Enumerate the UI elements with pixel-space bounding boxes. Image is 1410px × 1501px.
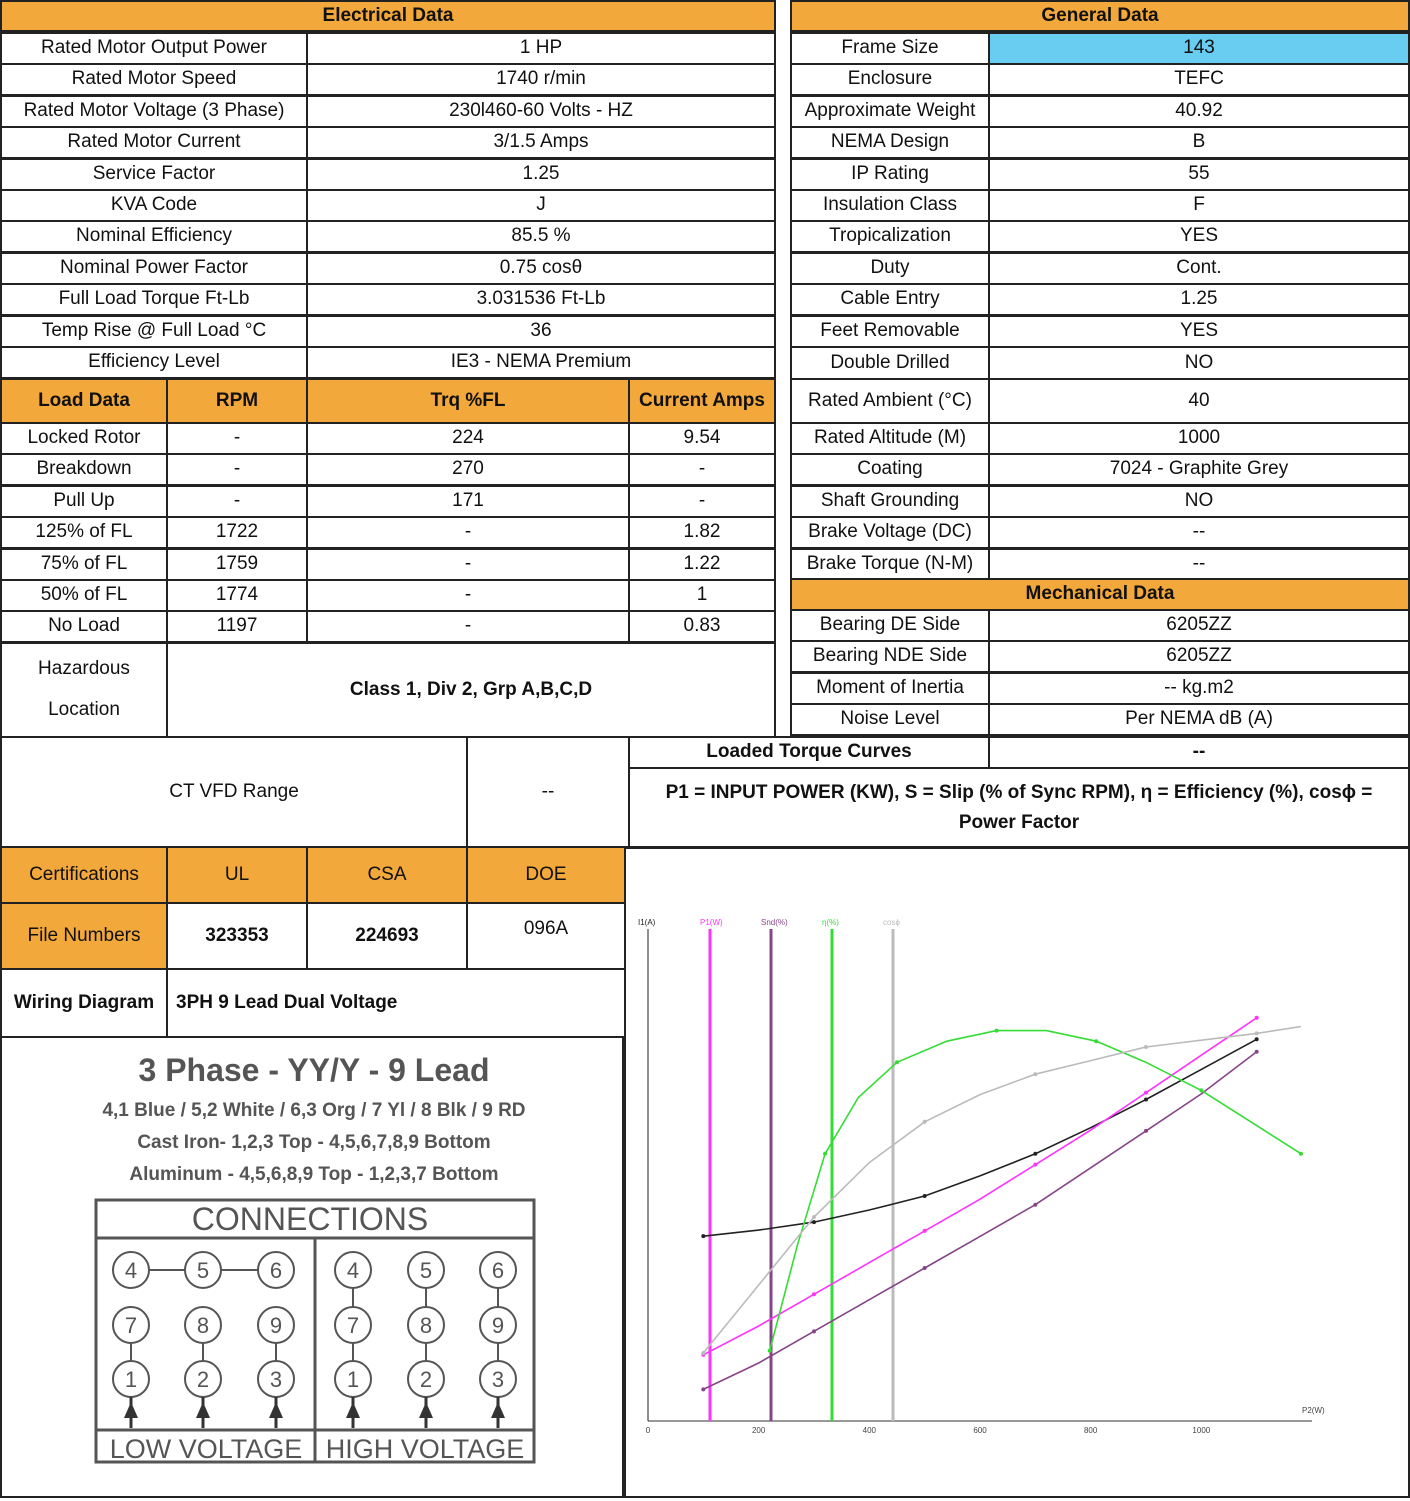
- load-cell: 224: [306, 422, 630, 455]
- general-label: Duty: [790, 252, 990, 285]
- terminal-label: 5: [419, 1258, 433, 1283]
- series-point: [1033, 1203, 1037, 1207]
- wiring-line-3: Aluminum - 4,5,6,8,9 Top - 1,2,3,7 Bottom: [129, 1164, 499, 1185]
- terminal-label: 4: [124, 1258, 138, 1283]
- series-point: [701, 1234, 705, 1238]
- load-cell: 1774: [166, 579, 308, 612]
- series-point: [1144, 1091, 1148, 1095]
- series-point: [1033, 1152, 1037, 1156]
- x-tick-label: 0: [645, 1426, 651, 1435]
- electrical-label: Full Load Torque Ft-Lb: [0, 283, 308, 316]
- general-value: 7024 - Graphite Grey: [988, 453, 1410, 486]
- series-line-4: [703, 1027, 1301, 1353]
- vfd-value: --: [466, 736, 630, 848]
- series-point: [1255, 1050, 1259, 1054]
- series-point: [1033, 1072, 1037, 1076]
- x-tick-label: 1000: [1192, 1426, 1211, 1435]
- load-cell: 1.22: [628, 548, 776, 581]
- low-voltage-label: LOW VOLTAGE: [109, 1434, 303, 1464]
- general-value: F: [988, 189, 1410, 222]
- mechanical-value: 6205ZZ: [988, 609, 1410, 642]
- general-value: 1.25: [988, 283, 1410, 316]
- connections-diagram: [92, 1198, 538, 1468]
- mechanical-value: 6205ZZ: [988, 640, 1410, 673]
- load-cell: -: [306, 548, 630, 581]
- cert-ul: UL: [166, 846, 308, 904]
- series-point: [812, 1292, 816, 1296]
- general-label: Insulation Class: [790, 189, 990, 222]
- mechanical-label: Bearing NDE Side: [790, 640, 990, 673]
- load-header: Current Amps: [628, 378, 776, 424]
- hazardous-label-line2: Location: [48, 699, 120, 720]
- general-label: IP Rating: [790, 158, 990, 191]
- series-point: [995, 1029, 999, 1033]
- load-cell: 1759: [166, 548, 308, 581]
- file-number-csa: 224693: [306, 902, 468, 970]
- terminal-label: 6: [269, 1258, 283, 1283]
- general-label: Cable Entry: [790, 283, 990, 316]
- electrical-value: 0.75 cosθ: [306, 252, 776, 285]
- load-cell: 1.82: [628, 516, 776, 549]
- series-point: [923, 1120, 927, 1124]
- general-label: Rated Altitude (M): [790, 422, 990, 455]
- series-point: [895, 1060, 899, 1064]
- loaded-torque-value: --: [988, 736, 1410, 769]
- series-point: [923, 1229, 927, 1233]
- hazardous-label-line1: Hazardous: [38, 658, 130, 680]
- general-value: 55: [988, 158, 1410, 191]
- general-value: 40.92: [988, 95, 1410, 128]
- general-label: Brake Torque (N-M): [790, 548, 990, 581]
- electrical-label: Service Factor: [0, 158, 308, 191]
- general-label: NEMA Design: [790, 126, 990, 159]
- general-value: 1000: [988, 422, 1410, 455]
- general-label: Coating: [790, 453, 990, 486]
- general-label: Feet Removable: [790, 315, 990, 348]
- series-axis-label: I1(A): [638, 918, 656, 927]
- load-cell: No Load: [0, 610, 168, 643]
- wiring-diagram-panel: [0, 1036, 624, 1498]
- electrical-value: 85.5 %: [306, 220, 776, 253]
- file-number-ul: 323353: [166, 902, 308, 970]
- x-axis-label: P2(W): [1302, 1406, 1325, 1415]
- series-point: [923, 1194, 927, 1198]
- series-axis-label: Snd(%): [761, 918, 788, 927]
- series-point: [812, 1220, 816, 1224]
- load-cell: 1722: [166, 516, 308, 549]
- terminal-label: 4: [346, 1258, 360, 1283]
- electrical-label: Efficiency Level: [0, 346, 308, 379]
- electrical-label: Temp Rise @ Full Load °C: [0, 315, 308, 348]
- electrical-label: Rated Motor Voltage (3 Phase): [0, 95, 308, 128]
- series-point: [701, 1351, 705, 1355]
- mechanical-label: Moment of Inertia: [790, 672, 990, 705]
- terminal-label: 1: [346, 1367, 360, 1392]
- load-cell: Pull Up: [0, 485, 168, 518]
- series-point: [1255, 1037, 1259, 1041]
- file-numbers-label: File Numbers: [0, 902, 168, 970]
- load-cell: -: [166, 422, 308, 455]
- general-label: Frame Size: [790, 32, 990, 65]
- electrical-label: Nominal Efficiency: [0, 220, 308, 253]
- general-value: NO: [988, 485, 1410, 518]
- wiring-diagram-value: 3PH 9 Lead Dual Voltage: [166, 968, 626, 1038]
- terminal-label: 3: [491, 1367, 505, 1392]
- high-voltage-label: HIGH VOLTAGE: [325, 1434, 525, 1464]
- general-value: --: [988, 548, 1410, 581]
- series-line-0: [703, 1039, 1256, 1236]
- wiring-title: 3 Phase - YY/Y - 9 Lead: [138, 1052, 490, 1088]
- series-line-1: [703, 1018, 1256, 1355]
- performance-chart-svg: [626, 849, 1408, 1496]
- general-value: --: [988, 516, 1410, 549]
- load-cell: 125% of FL: [0, 516, 168, 549]
- series-point: [1094, 1039, 1098, 1043]
- load-header: Trq %FL: [306, 378, 630, 424]
- mechanical-value: -- kg.m2: [988, 672, 1410, 705]
- general-value: TEFC: [988, 63, 1410, 96]
- electrical-value: 36: [306, 315, 776, 348]
- load-cell: -: [306, 516, 630, 549]
- terminal-label: 1: [124, 1367, 138, 1392]
- load-cell: Breakdown: [0, 453, 168, 486]
- mechanical-data-header: Mechanical Data: [790, 578, 1410, 611]
- x-tick-label: 400: [862, 1426, 877, 1435]
- series-point: [812, 1329, 816, 1333]
- series-axis-label: η(%): [822, 918, 839, 927]
- series-point: [1255, 1016, 1259, 1020]
- general-value: B: [988, 126, 1410, 159]
- load-cell: 1197: [166, 610, 308, 643]
- series-point: [701, 1387, 705, 1391]
- series-point: [1255, 1031, 1259, 1035]
- wiring-diagram-label: Wiring Diagram: [0, 968, 168, 1038]
- load-cell: 270: [306, 453, 630, 486]
- terminal-label: 2: [196, 1367, 210, 1392]
- series-point: [1144, 1098, 1148, 1102]
- frame-size-value: 143: [988, 32, 1410, 65]
- general-label: Shaft Grounding: [790, 485, 990, 518]
- mechanical-label: Bearing DE Side: [790, 609, 990, 642]
- mechanical-label: Noise Level: [790, 703, 990, 736]
- load-cell: Locked Rotor: [0, 422, 168, 455]
- electrical-value: 1740 r/min: [306, 63, 776, 96]
- cert-csa: CSA: [306, 846, 468, 904]
- file-number-doe: 096A: [466, 902, 626, 970]
- series-axis-label: cosϕ: [883, 918, 900, 927]
- load-cell: 171: [306, 485, 630, 518]
- general-data-header: General Data: [790, 0, 1410, 32]
- load-cell: -: [628, 485, 776, 518]
- terminal-label: 9: [491, 1313, 505, 1338]
- electrical-label: Rated Motor Current: [0, 126, 308, 159]
- general-label: Enclosure: [790, 63, 990, 96]
- vfd-label: CT VFD Range: [0, 736, 468, 848]
- hazardous-label: [0, 642, 168, 738]
- chart-legend: P1 = INPUT POWER (KW), S = Slip (% of Sync RPM), η = Efficiency (%), cosϕ = Power Factor: [628, 767, 1410, 848]
- electrical-value: 230l460-60 Volts - HZ: [306, 95, 776, 128]
- load-cell: 9.54: [628, 422, 776, 455]
- load-header: Load Data: [0, 378, 168, 424]
- series-point: [1033, 1163, 1037, 1167]
- load-cell: -: [306, 610, 630, 643]
- general-label: Double Drilled: [790, 346, 990, 380]
- wiring-line-1: 4,1 Blue / 5,2 White / 6,3 Org / 7 Yl / 8 Blk / 9 RD: [102, 1100, 526, 1121]
- general-value: YES: [988, 220, 1410, 253]
- wiring-line-2: Cast Iron- 1,2,3 Top - 4,5,6,7,8,9 Bottom: [137, 1132, 491, 1153]
- electrical-value: 1.25: [306, 158, 776, 191]
- series-point: [1144, 1045, 1148, 1049]
- connections-title: CONNECTIONS: [191, 1201, 429, 1237]
- load-cell: 0.83: [628, 610, 776, 643]
- loaded-torque-label: Loaded Torque Curves: [628, 736, 990, 769]
- load-cell: -: [306, 579, 630, 612]
- series-point: [1299, 1152, 1303, 1156]
- series-line-2: [703, 1052, 1256, 1390]
- mechanical-value: Per NEMA dB (A): [988, 703, 1410, 736]
- cert-doe: DOE: [466, 846, 626, 904]
- x-tick-label: 800: [1083, 1426, 1098, 1435]
- terminal-label: 5: [196, 1258, 210, 1283]
- series-point: [1199, 1088, 1203, 1092]
- terminal-label: 2: [419, 1367, 433, 1392]
- series-point: [1144, 1129, 1148, 1133]
- x-tick-label: 600: [973, 1426, 987, 1435]
- terminal-label: 3: [269, 1367, 283, 1392]
- series-point: [768, 1349, 772, 1353]
- load-cell: 50% of FL: [0, 579, 168, 612]
- load-cell: 1: [628, 579, 776, 612]
- performance-chart: [624, 847, 1410, 1498]
- series-point: [823, 1152, 827, 1156]
- general-value: NO: [988, 346, 1410, 380]
- terminal-label: 6: [491, 1258, 505, 1283]
- load-cell: -: [166, 453, 308, 486]
- series-point: [812, 1215, 816, 1219]
- electrical-value: J: [306, 189, 776, 222]
- terminal-label: 8: [419, 1313, 433, 1338]
- electrical-value: 3.031536 Ft-Lb: [306, 283, 776, 316]
- electrical-label: Rated Motor Output Power: [0, 32, 308, 65]
- electrical-value: IE3 - NEMA Premium: [306, 346, 776, 379]
- general-label: Brake Voltage (DC): [790, 516, 990, 549]
- general-label: Tropicalization: [790, 220, 990, 253]
- x-tick-label: 200: [751, 1426, 766, 1435]
- general-value: YES: [988, 315, 1410, 348]
- electrical-label: Rated Motor Speed: [0, 63, 308, 96]
- load-cell: 75% of FL: [0, 548, 168, 581]
- terminal-label: 8: [196, 1313, 210, 1338]
- general-label: Rated Ambient (°C): [790, 378, 990, 424]
- electrical-label: KVA Code: [0, 189, 308, 222]
- terminal-label: 9: [269, 1313, 283, 1338]
- general-value: 40: [988, 378, 1410, 424]
- general-label: Approximate Weight: [790, 95, 990, 128]
- general-value: Cont.: [988, 252, 1410, 285]
- electrical-label: Nominal Power Factor: [0, 252, 308, 285]
- series-point: [923, 1266, 927, 1270]
- electrical-value: 3/1.5 Amps: [306, 126, 776, 159]
- electrical-data-header: Electrical Data: [0, 0, 776, 32]
- terminal-label: 7: [346, 1313, 360, 1338]
- electrical-value: 1 HP: [306, 32, 776, 65]
- load-cell: -: [628, 453, 776, 486]
- hazardous-value: Class 1, Div 2, Grp A,B,C,D: [166, 642, 776, 738]
- terminal-label: 7: [124, 1313, 138, 1338]
- load-cell: -: [166, 485, 308, 518]
- load-header: RPM: [166, 378, 308, 424]
- series-axis-label: P1(W): [700, 918, 723, 927]
- certifications-label: Certifications: [0, 846, 168, 904]
